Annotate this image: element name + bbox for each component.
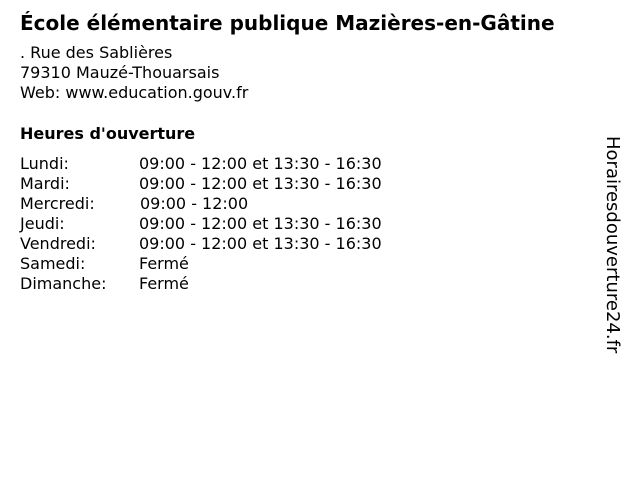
hours-value: 09:00 - 12:00 et 13:30 - 16:30	[139, 214, 382, 233]
hours-value: 09:00 - 12:00 et 13:30 - 16:30	[139, 154, 382, 173]
address-city: 79310 Mauzé-Thouarsais	[20, 63, 220, 82]
hours-value: 09:00 - 12:00 et 13:30 - 16:30	[139, 174, 382, 193]
day-label: Samedi:	[20, 254, 86, 273]
day-label: Mardi:	[20, 174, 70, 193]
site-watermark: Horairesdouverture24.fr	[602, 136, 623, 354]
day-label: Mercredi:	[20, 194, 95, 213]
address-website: Web: www.education.gouv.fr	[20, 83, 249, 102]
day-label: Lundi:	[20, 154, 69, 173]
day-label: Jeudi:	[20, 214, 65, 233]
opening-hours-heading: Heures d'ouverture	[20, 124, 196, 143]
hours-value: 09:00 - 12:00	[140, 194, 249, 213]
page-title: École élémentaire publique Mazières-en-Gâtine	[20, 11, 555, 35]
address-street: . Rue des Sablières	[20, 43, 173, 62]
hours-value: Fermé	[139, 254, 189, 273]
day-label: Vendredi:	[20, 234, 96, 253]
day-label: Dimanche:	[20, 274, 107, 293]
address-block	[20, 43, 248, 103]
hours-value: Fermé	[139, 274, 189, 293]
hours-value: 09:00 - 12:00 et 13:30 - 16:30	[139, 234, 382, 253]
